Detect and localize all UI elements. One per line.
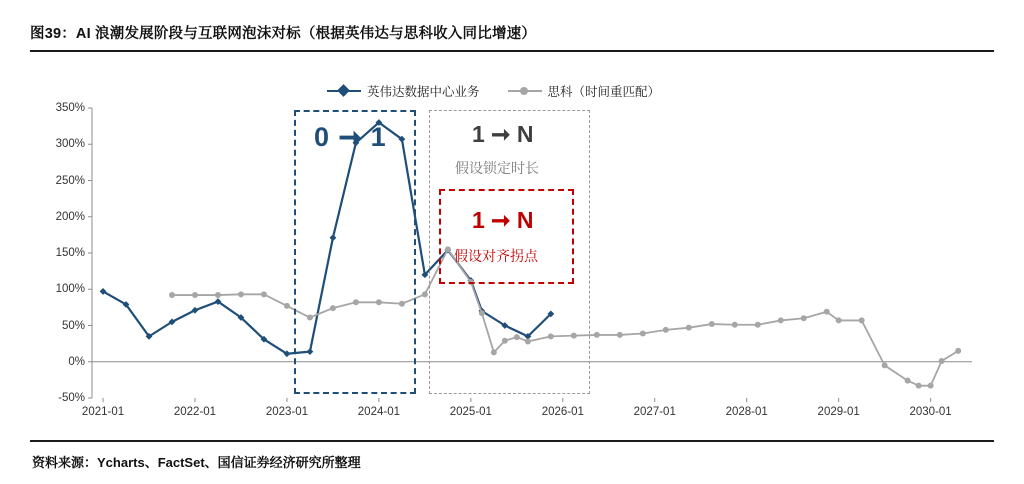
- y-axis-label: 300%: [55, 138, 85, 151]
- chart-legend: [327, 82, 660, 100]
- figure-title: 图39：AI 浪潮发展阶段与互联网泡沫对标（根据英伟达与思科收入同比增速）: [30, 26, 537, 42]
- title-divider: [30, 50, 994, 52]
- y-axis-label: 100%: [55, 283, 85, 296]
- legend-label-cisco: 思科（时间重匹配）: [547, 85, 661, 99]
- annotation-1-to-n-gray: 1 ➞ N: [472, 121, 534, 147]
- legend-item-nvidia: [327, 82, 480, 100]
- source-note: 资料来源：Ycharts、FactSet、国信证券经济研究所整理: [32, 455, 361, 470]
- x-axis-label: 2021-01: [81, 406, 125, 418]
- x-axis-label: 2030-01: [909, 406, 952, 418]
- source-divider: [30, 440, 994, 442]
- x-axis-label: 2026-01: [541, 406, 584, 418]
- x-axis-label: 2028-01: [725, 406, 768, 418]
- legend-item-cisco: [508, 82, 661, 100]
- y-axis-label: 350%: [55, 102, 85, 114]
- y-axis-label: 250%: [55, 174, 85, 187]
- annotation-1-to-n-gray-sub: 假设锁定时长: [455, 160, 539, 176]
- annotation-1-to-n-red-sub: 假设对齐拐点: [454, 248, 538, 264]
- x-axis-label: 2022-01: [173, 406, 217, 418]
- y-axis-label: 0%: [68, 355, 85, 368]
- phase-box-1-to-n-red: [439, 189, 574, 284]
- x-axis-label: 2023-01: [265, 406, 309, 418]
- legend-swatch-cisco: [508, 90, 542, 92]
- y-axis-label: -50%: [58, 392, 85, 404]
- y-axis-label: 50%: [61, 319, 85, 332]
- x-axis-label: 2027-01: [633, 406, 676, 418]
- annotation-1-to-n-red: 1 ➞ N: [472, 207, 534, 233]
- x-axis-label: 2029-01: [817, 406, 860, 418]
- plot-area: [55, 102, 972, 418]
- annotation-0-to-1: 0 ➞ 1: [314, 122, 387, 152]
- x-axis-label: 2025-01: [449, 406, 492, 418]
- y-axis-label: 150%: [55, 247, 85, 259]
- legend-label-nvidia: 英伟达数据中心业务: [367, 85, 480, 99]
- x-axis-label: 2024-01: [357, 406, 400, 418]
- legend-swatch-nvidia: [327, 90, 361, 92]
- y-axis-label: 200%: [55, 210, 85, 223]
